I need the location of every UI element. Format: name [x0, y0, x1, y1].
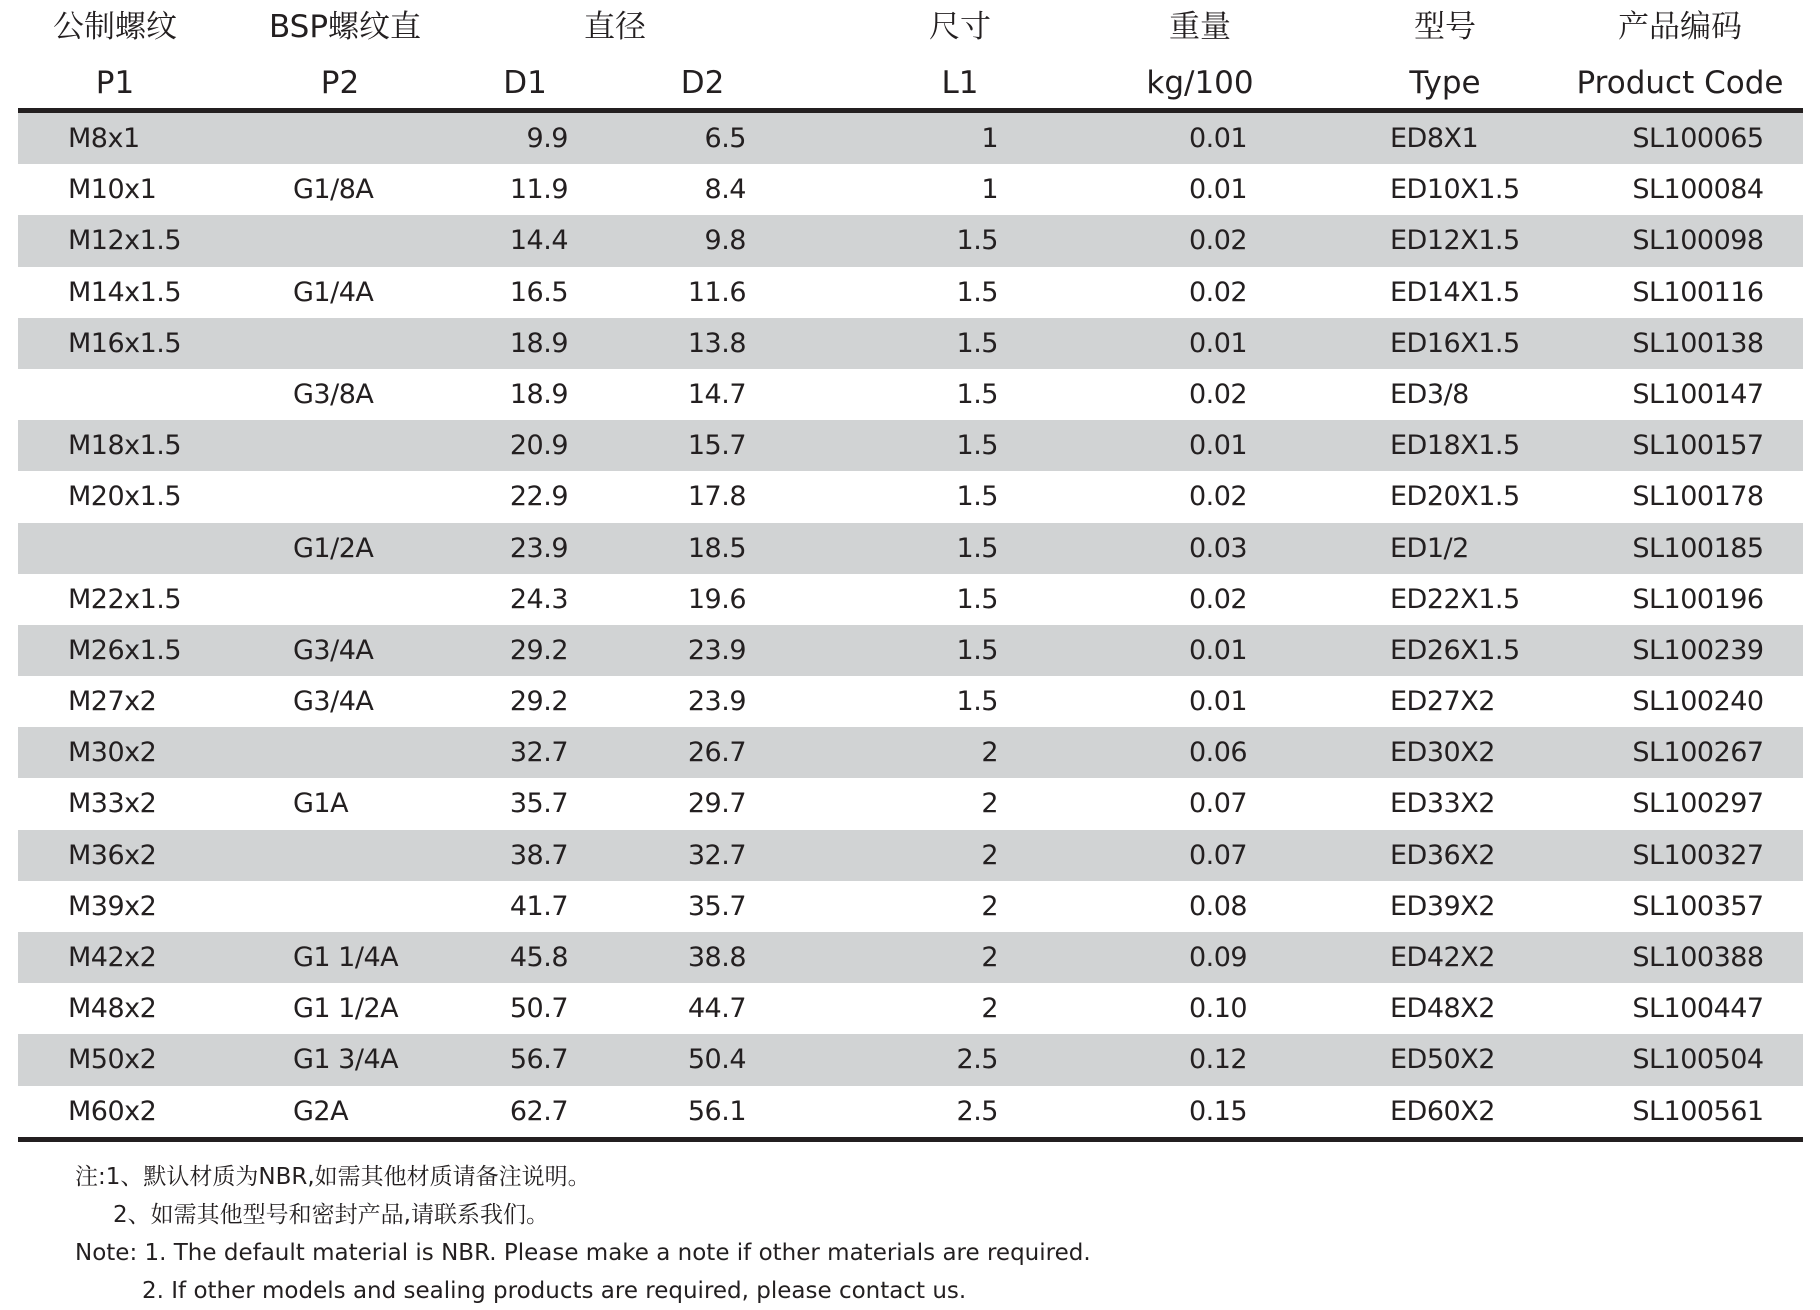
cell-weight: 0.15	[1188, 1095, 1248, 1127]
cell-p2: G1 1/2A	[293, 993, 399, 1025]
table-row	[18, 318, 1803, 369]
header-p2-zh: BSP螺纹直	[268, 9, 422, 45]
cell-p2: G1 3/4A	[293, 1044, 399, 1076]
cell-product-code: SL100297	[1632, 788, 1764, 820]
cell-d1: 45.8	[509, 942, 568, 973]
cell-p1: M20x1.5	[68, 481, 182, 513]
header-weight-zh: 重量	[1169, 9, 1231, 45]
cell-l1: 2	[981, 942, 998, 973]
table-row	[18, 1034, 1803, 1085]
cell-weight: 0.07	[1188, 839, 1248, 871]
cell-d2: 56.1	[687, 1095, 746, 1127]
cell-d1: 38.7	[509, 839, 568, 871]
cell-product-code: SL100327	[1632, 839, 1764, 871]
notes-block	[75, 1158, 1091, 1310]
cell-d2: 50.4	[687, 1044, 746, 1076]
table-row	[18, 727, 1803, 778]
cell-p1: M27x2	[68, 686, 157, 718]
cell-d1: 24.3	[509, 583, 568, 615]
note-en-1: Note: 1. The default material is NBR. Please make a note if other materials are required.	[75, 1240, 1091, 1266]
cell-weight: 0.08	[1188, 890, 1248, 922]
cell-d1: 50.7	[509, 993, 568, 1025]
cell-type: ED14X1.5	[1390, 276, 1520, 308]
cell-weight: 0.03	[1188, 532, 1248, 564]
cell-product-code: SL100561	[1632, 1095, 1764, 1127]
cell-p1: M10x1	[68, 174, 157, 206]
cell-p2: G1 1/4A	[293, 942, 399, 973]
cell-weight: 0.01	[1188, 327, 1248, 359]
header-type-zh: 型号	[1414, 9, 1476, 45]
cell-d1: 9.9	[526, 123, 568, 154]
cell-product-code: SL100138	[1632, 327, 1764, 359]
cell-p2: G3/4A	[293, 634, 374, 666]
cell-type: ED12X1.5	[1390, 225, 1520, 257]
cell-p2: G1A	[293, 788, 349, 820]
cell-p1: M30x2	[68, 737, 157, 769]
cell-weight: 0.09	[1188, 942, 1248, 973]
header-size-zh: 尺寸	[929, 9, 991, 45]
cell-d1: 56.7	[509, 1044, 568, 1076]
cell-p2: G3/4A	[293, 686, 374, 718]
table-row	[18, 369, 1803, 420]
cell-type: ED20X1.5	[1390, 481, 1520, 513]
cell-weight: 0.07	[1188, 788, 1248, 820]
cell-product-code: SL100239	[1632, 634, 1764, 666]
cell-product-code: SL100084	[1632, 174, 1764, 206]
cell-d2: 15.7	[687, 430, 746, 462]
cell-d1: 20.9	[509, 430, 568, 462]
cell-d2: 23.9	[687, 634, 746, 666]
cell-l1: 1.5	[956, 532, 998, 564]
table-row	[18, 676, 1803, 727]
cell-l1: 1.5	[956, 225, 998, 257]
cell-product-code: SL100185	[1632, 532, 1764, 564]
cell-d1: 32.7	[509, 737, 568, 769]
cell-product-code: SL100178	[1632, 481, 1764, 513]
product-table-body	[18, 113, 1803, 1137]
table-row	[18, 881, 1803, 932]
table-row	[18, 420, 1803, 471]
header-d2-en: D2	[680, 65, 725, 101]
header-row-english	[0, 58, 1820, 108]
header-type-en: Type	[1409, 65, 1481, 101]
cell-p2: G2A	[293, 1095, 349, 1127]
cell-l1: 1.5	[956, 481, 998, 513]
cell-type: ED26X1.5	[1390, 634, 1520, 666]
cell-l1: 1.5	[956, 583, 998, 615]
cell-d2: 11.6	[687, 276, 746, 308]
cell-l1: 2	[981, 890, 998, 922]
cell-type: ED3/8	[1390, 378, 1469, 410]
cell-p1: M26x1.5	[68, 634, 182, 666]
header-row-chinese	[0, 2, 1820, 52]
cell-p2: G1/2A	[293, 532, 374, 564]
note-zh-1: 注:1、默认材质为NBR,如需其他材质请备注说明。	[75, 1164, 591, 1190]
cell-l1: 1.5	[956, 378, 998, 410]
header-code-zh: 产品编码	[1618, 9, 1742, 45]
cell-d2: 29.7	[687, 788, 746, 820]
cell-weight: 0.01	[1188, 686, 1248, 718]
cell-weight: 0.02	[1188, 481, 1248, 513]
cell-l1: 1.5	[956, 686, 998, 718]
header-diameter-zh: 直径	[584, 9, 646, 45]
cell-type: ED36X2	[1390, 839, 1495, 871]
cell-product-code: SL100267	[1632, 737, 1764, 769]
cell-product-code: SL100357	[1632, 890, 1764, 922]
cell-d2: 6.5	[704, 123, 746, 154]
cell-d2: 35.7	[687, 890, 746, 922]
cell-p1: M48x2	[68, 993, 157, 1025]
cell-product-code: SL100504	[1632, 1044, 1764, 1076]
cell-weight: 0.06	[1188, 737, 1248, 769]
cell-p1: M42x2	[68, 942, 157, 973]
note-zh-2: 2、如需其他型号和密封产品,请联系我们。	[113, 1202, 549, 1228]
table-row	[18, 778, 1803, 829]
cell-p1: M33x2	[68, 788, 157, 820]
cell-l1: 1.5	[956, 430, 998, 462]
cell-weight: 0.01	[1188, 430, 1248, 462]
cell-type: ED39X2	[1390, 890, 1495, 922]
cell-p1: M60x2	[68, 1095, 157, 1127]
cell-d1: 29.2	[509, 686, 568, 718]
cell-d1: 23.9	[509, 532, 568, 564]
cell-weight: 0.01	[1188, 174, 1248, 206]
cell-type: ED50X2	[1390, 1044, 1495, 1076]
cell-d1: 18.9	[509, 378, 568, 410]
cell-l1: 1	[981, 123, 998, 154]
cell-d2: 9.8	[704, 225, 746, 257]
cell-product-code: SL100098	[1632, 225, 1764, 257]
cell-weight: 0.02	[1188, 276, 1248, 308]
cell-p2: G1/4A	[293, 276, 374, 308]
cell-d2: 32.7	[687, 839, 746, 871]
cell-weight: 0.01	[1188, 634, 1248, 666]
cell-type: ED16X1.5	[1390, 327, 1520, 359]
cell-d2: 44.7	[687, 993, 746, 1025]
header-p1-en: P1	[95, 65, 135, 101]
table-row	[18, 830, 1803, 881]
cell-type: ED42X2	[1390, 942, 1495, 973]
cell-product-code: SL100447	[1632, 993, 1764, 1025]
table-row	[18, 215, 1803, 266]
header-d1-en: D1	[503, 65, 547, 101]
cell-weight: 0.12	[1188, 1044, 1248, 1076]
cell-type: ED8X1	[1390, 123, 1479, 154]
cell-l1: 2	[981, 737, 998, 769]
cell-d2: 23.9	[687, 686, 746, 718]
cell-l1: 1.5	[956, 634, 998, 666]
cell-p1: M50x2	[68, 1044, 157, 1076]
cell-d1: 11.9	[509, 174, 568, 206]
cell-p2: G3/8A	[293, 378, 374, 410]
cell-type: ED48X2	[1390, 993, 1495, 1025]
cell-type: ED60X2	[1390, 1095, 1495, 1127]
cell-product-code: SL100116	[1632, 276, 1764, 308]
cell-product-code: SL100196	[1632, 583, 1764, 615]
cell-l1: 1.5	[956, 327, 998, 359]
cell-p1: M36x2	[68, 839, 157, 871]
table-row	[18, 523, 1803, 574]
cell-d1: 35.7	[509, 788, 568, 820]
cell-d2: 38.8	[687, 942, 746, 973]
cell-d1: 14.4	[509, 225, 568, 257]
cell-product-code: SL100147	[1632, 378, 1764, 410]
cell-l1: 1.5	[956, 276, 998, 308]
cell-weight: 0.02	[1188, 583, 1248, 615]
cell-l1: 2	[981, 788, 998, 820]
cell-weight: 0.02	[1188, 225, 1248, 257]
table-bottom-rule	[18, 1137, 1803, 1142]
cell-d2: 17.8	[687, 481, 746, 513]
cell-d1: 62.7	[509, 1095, 568, 1127]
cell-d2: 26.7	[687, 737, 746, 769]
cell-d1: 18.9	[509, 327, 568, 359]
cell-l1: 2.5	[956, 1044, 998, 1076]
table-row	[18, 267, 1803, 318]
cell-d2: 14.7	[687, 378, 746, 410]
cell-type: ED10X1.5	[1390, 174, 1520, 206]
cell-l1: 2	[981, 839, 998, 871]
cell-p1: M39x2	[68, 890, 157, 922]
cell-d2: 19.6	[687, 583, 746, 615]
header-p2-en: P2	[320, 65, 360, 101]
cell-d1: 41.7	[509, 890, 568, 922]
note-en-2: 2. If other models and sealing products are required, please contact us.	[142, 1278, 967, 1304]
table-row	[18, 932, 1803, 983]
cell-p1: M8x1	[68, 123, 140, 154]
cell-type: ED33X2	[1390, 788, 1495, 820]
cell-weight: 0.10	[1188, 993, 1248, 1025]
table-row	[18, 113, 1803, 164]
table-row	[18, 574, 1803, 625]
table-row	[18, 471, 1803, 522]
header-p1-zh: 公制螺纹	[53, 9, 177, 45]
cell-product-code: SL100388	[1632, 942, 1764, 973]
cell-l1: 2.5	[956, 1095, 998, 1127]
cell-p2: G1/8A	[293, 174, 374, 206]
cell-type: ED18X1.5	[1390, 430, 1520, 462]
table-row	[18, 983, 1803, 1034]
cell-d2: 13.8	[687, 327, 746, 359]
cell-product-code: SL100065	[1632, 123, 1764, 154]
cell-p1: M22x1.5	[68, 583, 182, 615]
cell-p1: M12x1.5	[68, 225, 182, 257]
cell-type: ED22X1.5	[1390, 583, 1520, 615]
cell-product-code: SL100157	[1632, 430, 1764, 462]
cell-d1: 29.2	[509, 634, 568, 666]
cell-weight: 0.01	[1188, 123, 1248, 154]
cell-p1: M18x1.5	[68, 430, 182, 462]
cell-weight: 0.02	[1188, 378, 1248, 410]
cell-type: ED27X2	[1390, 686, 1495, 718]
cell-l1: 1	[981, 174, 998, 206]
table-row	[18, 625, 1803, 676]
table-row	[18, 1086, 1803, 1137]
cell-product-code: SL100240	[1632, 686, 1764, 718]
cell-d1: 22.9	[509, 481, 568, 513]
cell-p1: M14x1.5	[68, 276, 182, 308]
header-l1-en: L1	[941, 65, 979, 101]
cell-type: ED30X2	[1390, 737, 1495, 769]
cell-p1: M16x1.5	[68, 327, 182, 359]
cell-d2: 8.4	[704, 174, 746, 206]
cell-d2: 18.5	[687, 532, 746, 564]
cell-d1: 16.5	[509, 276, 568, 308]
cell-l1: 2	[981, 993, 998, 1025]
header-code-en: Product Code	[1576, 65, 1784, 101]
table-row	[18, 164, 1803, 215]
cell-type: ED1/2	[1390, 532, 1469, 564]
header-weight-en: kg/100	[1146, 65, 1254, 101]
